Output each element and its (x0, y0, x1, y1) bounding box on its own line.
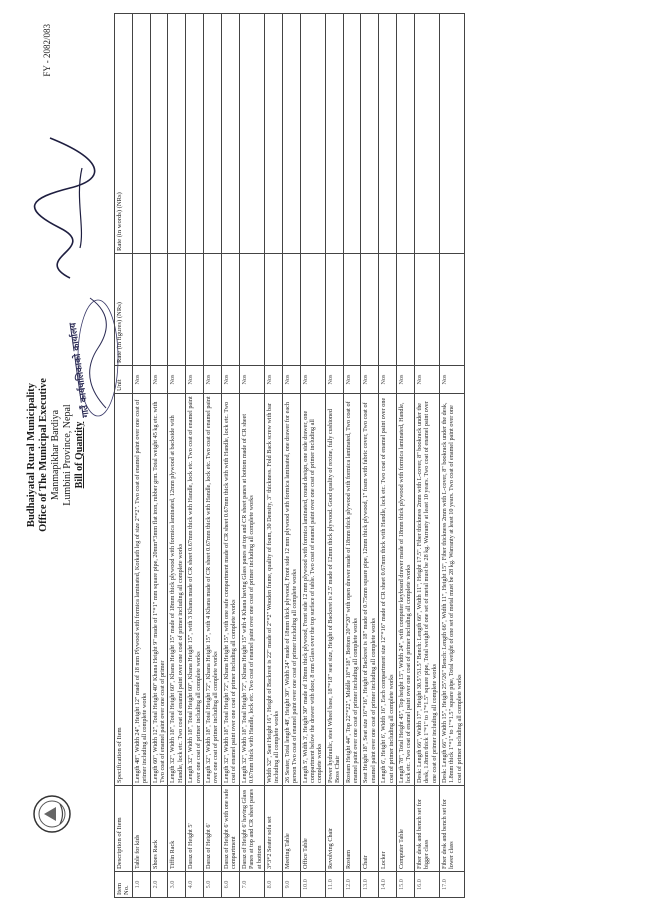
rate-words-cell[interactable] (325, 14, 343, 254)
rate-figures-cell[interactable] (221, 254, 239, 366)
document-sheet (10, 10, 651, 900)
table-row (264, 14, 282, 898)
rate-words-cell[interactable] (397, 14, 415, 254)
rate-words-cell[interactable] (300, 14, 325, 254)
item-description: Fiber desk and bench set for lower class (440, 786, 465, 872)
rate-words-cell[interactable] (282, 14, 300, 254)
rate-figures-cell[interactable] (282, 254, 300, 366)
rate-words-cell[interactable] (440, 14, 465, 254)
item-specification: Length 5', Width 3', Height 30" made of 18mm thick plywood, Front side 12 mm plywood with formica laminated, round design, one side drawer, one compartment below the drawer with door, 8 mm Glass over the top surface of table. Two coat of enamel paint over one coat of primer including all complete works (300, 394, 325, 786)
rate-words-cell[interactable] (239, 14, 264, 254)
province-line: Lumbini Province, Nepal (62, 404, 73, 506)
item-specification: Rostam Height 44", Top 22"*22", Middle 18"*18", Bottom 20"*20" with open drawer made of 18mm thick plywood with formica laminated, Two coat of enamel paint over one coat of primer including all complete works (343, 394, 361, 786)
item-no: 11.0 (325, 872, 343, 898)
table-row (186, 14, 204, 898)
item-unit: Nos (150, 366, 168, 394)
table-row (204, 14, 222, 898)
item-no: 3.0 (168, 872, 186, 898)
item-specification: Length 32", Width 18", Total Height 72", Khana Height 15", with one safe compartment made of CR sheet 0.67mm thick with with Handle, lock etc. Two coat of enamel paint over one coat of primer including all complete works (221, 394, 239, 786)
office-name: Office of The Municipal Executive (38, 378, 49, 532)
rate-figures-cell[interactable] (440, 254, 465, 366)
rate-figures-cell[interactable] (204, 254, 222, 366)
item-no: 9.0 (282, 872, 300, 898)
item-no: 2.0 (150, 872, 168, 898)
table-row (361, 14, 379, 898)
item-description: 3*3*2 Seater sofa set (264, 786, 282, 872)
item-description: Daraz of Height 6' with one safe compartment (221, 786, 239, 872)
item-specification: Length 78", Total Height 45", Top height 15", Width 24", with computer keyboard drawer made of 18mm thick plywood with formica laminated, Handle, lock etc. Two coat of enamel paint over one coat of primer including all complete works (397, 394, 415, 786)
item-description: Meeting Table (282, 786, 300, 872)
item-description: Tiffin Rack (168, 786, 186, 872)
item-unit: Nos (264, 366, 282, 394)
item-no: 13.0 (361, 872, 379, 898)
municipality-name: Budhaiyatal Rural Municipality (26, 382, 37, 528)
nepal-emblem-icon (32, 794, 72, 834)
column-header-specification: Specification of Item (115, 394, 133, 786)
rate-words-cell[interactable] (379, 14, 397, 254)
bill-of-quantity-table (114, 13, 465, 898)
item-specification: Length 32", Width 18", Total Height 72", Khana Height 15" with 4 Khana having Glass panes at top and CR sheet panes at bottom made of CR sheet 0.67mm thick with Handle, lock etc. Two coat of enamel paint over one coat of primer including all complete works (239, 394, 264, 786)
item-unit: Nos (440, 366, 465, 394)
rate-figures-cell[interactable] (239, 254, 264, 366)
item-unit: Nos (168, 366, 186, 394)
item-unit: Nos (361, 366, 379, 394)
rate-figures-cell[interactable] (325, 254, 343, 366)
item-specification: Desk: Length 66", Width 15", Height 25"/26" Bench: Length 66", Width 11", Height 15", Fiber thickness 2mm with L-cover, 8" bookrack under the desk, 1.8mm thick 1"*1" to 1"*1.5" square pipe, Total weight of one set of metal must be 28 kg. Warranty at least 10 years. Two coat of enamel paint over one coat of primer including all complete works (440, 394, 465, 786)
item-unit: Nos (282, 366, 300, 394)
rate-figures-cell[interactable] (150, 254, 168, 366)
table-row (221, 14, 239, 898)
item-unit: Nos (397, 366, 415, 394)
rate-words-cell[interactable] (204, 14, 222, 254)
rate-figures-cell[interactable] (132, 254, 150, 366)
column-header-rate-words: Rate (in words) (NRs) (115, 14, 133, 254)
rate-figures-cell[interactable] (168, 254, 186, 366)
item-specification: Length 32", Width 18", Total Height 60", Khana Height 15", with 3 Khana made of CR sheet 0.67mm thick with Handle, lock etc. Two coat of enamel paint over one coat of primer including all complete works (186, 394, 204, 786)
item-description: Office Table (300, 786, 325, 872)
table-row (132, 14, 150, 898)
table-row (379, 14, 397, 898)
table-row (150, 14, 168, 898)
item-no: 4.0 (186, 872, 204, 898)
item-no: 12.0 (343, 872, 361, 898)
rate-words-cell[interactable] (414, 14, 439, 254)
rotated-page (10, 10, 651, 900)
rate-figures-cell[interactable] (397, 254, 415, 366)
item-specification: Desk: Length 66", Width 17", Height 30.5"/31.5" Bench: Length 66", Width 11", Height 17.5". Fiber thickness 2mm with L-cover, 8" bookrack under the desk, 1.8mm thick 1"*1" to 1"*1.5" square pipe, Total weight of one set of metal must be 28 kg. Warranty at least 10 years. Two coat of enamel paint over one coat of primer including all complete works (414, 394, 439, 786)
item-description: Rostam (343, 786, 361, 872)
column-header-description: Description of Item (115, 786, 133, 872)
item-description: Computer Table (397, 786, 415, 872)
rate-figures-cell[interactable] (264, 254, 282, 366)
rate-figures-cell[interactable] (379, 254, 397, 366)
rate-words-cell[interactable] (186, 14, 204, 254)
table-row (282, 14, 300, 898)
item-specification: Length 32", Width 18", Total Height 60", Khana Height 15" made of 18mm thick plywood with formica laminated, 12mm plywood at backside with Handle, lock etc. Two coat of enamel paint over one coat of primer including all complete works (168, 394, 186, 786)
item-specification: Width 32", Seat Height 16", Height of Backrest is 22" made of 2"*2" Wooden frame, quality of foam, 30 Density, 3" thickness. Fold Back screw with bar including all complete works (264, 394, 282, 786)
rate-words-cell[interactable] (132, 14, 150, 254)
rate-figures-cell[interactable] (414, 254, 439, 366)
item-unit: Nos (379, 366, 397, 394)
item-no: 16.0 (414, 872, 439, 898)
item-description: Revolving Chair (325, 786, 343, 872)
item-specification: Power hydraulic, steel Wheel base, 18"*18" seat size, Height of Backrest is 2.5' made of 12mm thick plywood. Good quality of rexine, fully cushioned Boss Chair (325, 394, 343, 786)
item-specification: 26 Seater, Total length 48', Height 30", Width 24" made of 18mm thick plywood, Front side 12 mm plywood with formica laminated, one drawer for each person Two coat of enamel paint over one coat of primer including all complete works (282, 394, 300, 786)
office-stamp (66, 280, 106, 430)
item-unit: Nos (414, 366, 439, 394)
item-description: Daraz of Height 5' (186, 786, 204, 872)
item-no: 15.0 (397, 872, 415, 898)
item-no: 1.0 (132, 872, 150, 898)
fiscal-year: FY - 2082/083 (42, 24, 52, 77)
item-no: 17.0 (440, 872, 465, 898)
signature-icon (10, 128, 120, 288)
table-row (343, 14, 361, 898)
table-row (440, 14, 465, 898)
rate-figures-cell[interactable] (361, 254, 379, 366)
item-unit: Nos (204, 366, 222, 394)
table-row (168, 14, 186, 898)
table-row (414, 14, 439, 898)
item-specification: Length 32", Width 18", Total Height 72", Khana Height 15", with 4 Khana made of CR sheet 0.67mm thick with Handle, lock etc. Two coat of enamel paint over one coat of primer including all complete works (204, 394, 222, 786)
rate-words-cell[interactable] (343, 14, 361, 254)
item-no: 5.0 (204, 872, 222, 898)
table-row (397, 14, 415, 898)
item-unit: Nos (300, 366, 325, 394)
item-unit: Nos (343, 366, 361, 394)
item-no: 8.0 (264, 872, 282, 898)
item-unit: Nos (186, 366, 204, 394)
item-unit: Nos (132, 366, 150, 394)
item-description: Fiber desk and bench set for bigger class (414, 786, 439, 872)
column-header-rate-figures: Rate (in figures) (NRs) (115, 254, 133, 366)
rate-words-cell[interactable] (168, 14, 186, 254)
rate-words-cell[interactable] (264, 14, 282, 254)
column-header-item-no: Item No. (115, 872, 133, 898)
item-no: 10.0 (300, 872, 325, 898)
column-header-unit: Unit (115, 366, 133, 394)
item-specification: Length 48", Width 24", Height 12" made of 18 mm Plywood with formica laminated, Korkath leg of size 2"*2". Two coat of enamel paint over one coat of primer including all complete works (132, 394, 150, 786)
rate-figures-cell[interactable] (186, 254, 204, 366)
item-specification: Seat Height 18", Seat size 16"*16", Height of Backrest is 18" made of 0.75mm square pipe, 12mm thick plywood, 1" foam with fabric cover, Two coat of enamel paint over one coat of primer including all complete works (361, 394, 379, 786)
item-specification: Length 60", Width 12", Total Height 40" Khana Height 9" made of 1"*1" mm square pipe, 20mm*3mm flat iron, rubber grm. Total weight 45 kg etc. with Two coat of enamel paint over one coat of primer (150, 394, 168, 786)
rate-words-cell[interactable] (361, 14, 379, 254)
item-description: Chair (361, 786, 379, 872)
item-description: Daraz of Height 6' having Glass Panes at top and CR sheet panes at bottom (239, 786, 264, 872)
rate-words-cell[interactable] (221, 14, 239, 254)
table-row (300, 14, 325, 898)
item-description: Locker (379, 786, 397, 872)
item-description: Daraz of Height 6' (204, 786, 222, 872)
table-row (239, 14, 264, 898)
item-unit: Nos (239, 366, 264, 394)
document-title: Bill of Quantity (74, 421, 85, 489)
item-description: Table for kids (132, 786, 150, 872)
rate-words-cell[interactable] (150, 14, 168, 254)
table-row (325, 14, 343, 898)
item-unit: Nos (325, 366, 343, 394)
item-description: Shoes Rack (150, 786, 168, 872)
stamp-text: गाउँ कार्यपालिकाको कार्यालय (68, 322, 92, 419)
district-line: Manmapikhar Bardiya (50, 409, 61, 501)
item-unit: Nos (221, 366, 239, 394)
rate-figures-cell[interactable] (300, 254, 325, 366)
rate-figures-cell[interactable] (343, 254, 361, 366)
item-no: 7.0 (239, 872, 264, 898)
item-no: 6.0 (221, 872, 239, 898)
item-specification: Length 6', Height 6', Width 16", Each compartment size 12"*16" made of CR sheet 0.67mm thick with Handle, lock etc. Two coat of enamel paint over one coat of primer including all complete works (379, 394, 397, 786)
item-no: 14.0 (379, 872, 397, 898)
